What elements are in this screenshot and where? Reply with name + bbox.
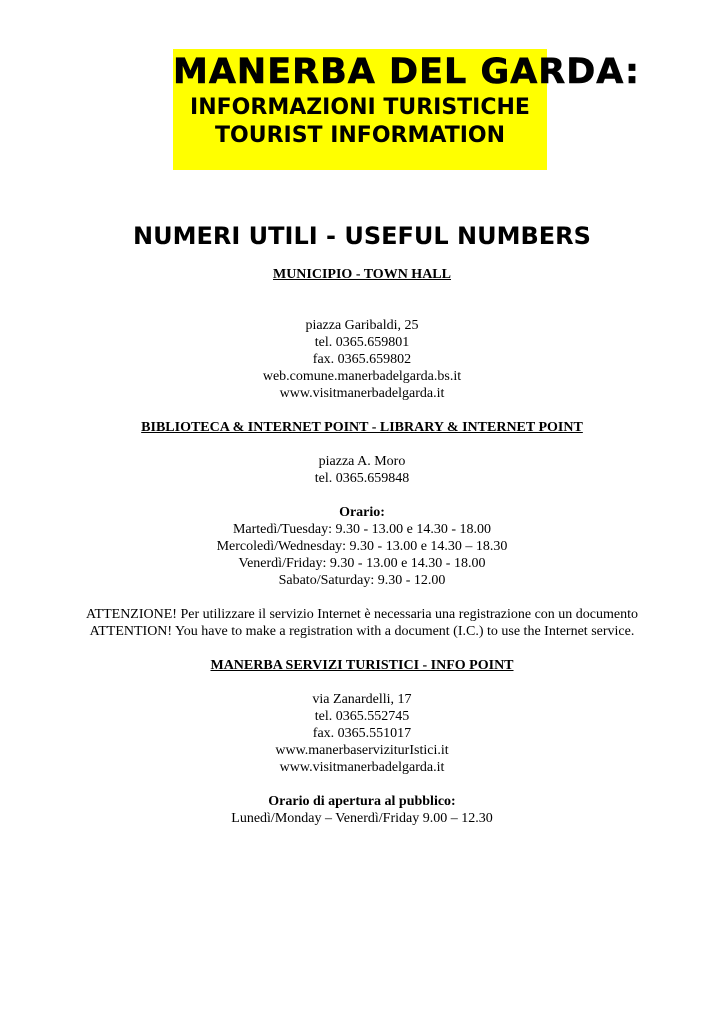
document-body (0, 266, 724, 827)
library-notice-italian: ATTENZIONE! Per utilizzare il servizio Internet è necessaria una registrazione con un documento (85, 607, 638, 622)
library-tel: tel. 0365.659848 (314, 471, 410, 486)
town-hall-visit-link[interactable]: www.visitmanerbadelgarda.it (279, 386, 445, 401)
town-hall-fax: fax. 0365.659802 (312, 352, 412, 367)
document-subtitle-english: TOURIST INFORMATION (215, 123, 505, 148)
library-notice-english: ATTENTION! You have to make a registration with a document (I.C.) to use the Internet service. (89, 624, 635, 639)
info-point-fax: fax. 0365.551017 (312, 726, 412, 741)
town-hall-heading: MUNICIPIO - TOWN HALL (272, 267, 451, 282)
library-hours-wednesday: Mercoledì/Wednesday: 9.30 - 13.00 e 14.30 – 18.30 (216, 539, 508, 554)
library-hours-saturday: Sabato/Saturday: 9.30 - 12.00 (278, 573, 446, 588)
info-point-heading: MANERBA SERVIZI TURISTICI - INFO POINT (210, 658, 514, 673)
library-address: piazza A. Moro (318, 454, 406, 469)
library-hours-label: Orario: (339, 505, 385, 520)
info-point-hours: Lunedì/Monday – Venerdì/Friday 9.00 – 12.30 (231, 811, 493, 826)
library-hours-tuesday: Martedì/Tuesday: 9.30 - 13.00 e 14.30 - 18.00 (232, 522, 492, 537)
town-hall-address: piazza Garibaldi, 25 (305, 318, 419, 333)
info-point-hours-label: Orario di apertura al pubblico: (268, 794, 456, 809)
info-point-visit-link[interactable]: www.visitmanerbadelgarda.it (279, 760, 445, 775)
info-point-web-link[interactable]: www.manerbaserviziturIstici.it (275, 743, 449, 758)
info-point-address: via Zanardelli, 17 (312, 692, 412, 707)
library-heading: BIBLIOTECA & INTERNET POINT - LIBRARY & INTERNET POINT (141, 420, 583, 435)
section-heading-useful-numbers: NUMERI UTILI - USEFUL NUMBERS (133, 222, 591, 250)
library-hours-friday: Venerdì/Friday: 9.30 - 13.00 e 14.30 - 18.00 (238, 556, 486, 571)
town-hall-web-link[interactable]: web.comune.manerbadelgarda.bs.it (262, 369, 462, 384)
document-subtitle-italian: INFORMAZIONI TURISTICHE (190, 95, 530, 120)
document-title: MANERBA DEL GARDA: (173, 52, 641, 92)
title-banner (173, 49, 641, 170)
town-hall-tel: tel. 0365.659801 (314, 335, 410, 350)
info-point-tel: tel. 0365.552745 (314, 709, 410, 724)
